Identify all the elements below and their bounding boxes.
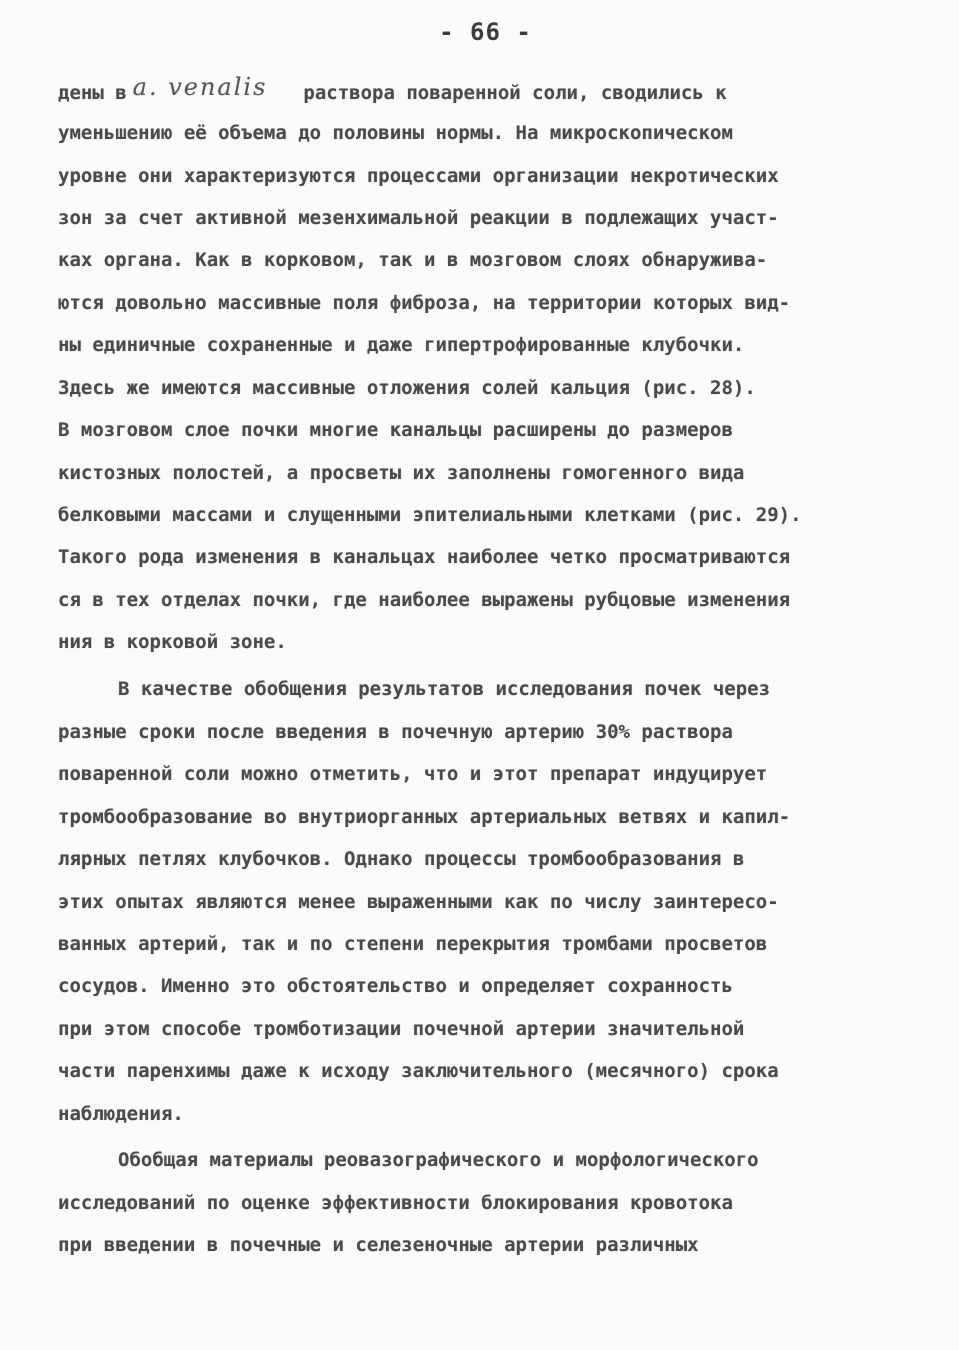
text-line: ны единичные сохраненные и даже гипертрофированные клубочки. <box>58 334 745 356</box>
text-line: тромбообразование во внутриорганных артериальных ветвях и капил- <box>58 806 791 828</box>
handwritten-insertion: a. venalis <box>132 74 268 101</box>
text-line: Здесь же имеются массивные отложения солей кальция (рис. 28). <box>58 377 756 399</box>
text-line: ния в корковой зоне. <box>58 631 287 653</box>
text-line: ках органа. Как в корковом, так и в мозговом слоях обнаружива- <box>58 249 768 271</box>
paragraph-3-first-line: Обобщая материалы реовазографического и морфологического <box>118 1149 759 1171</box>
text-line: Такого рода изменения в канальцах наиболее четко просматриваются <box>58 546 791 568</box>
text-line: В мозговом слое почки многие канальцы расширены до размеров <box>58 419 733 441</box>
first-line-prefix: дены в <box>58 82 127 104</box>
text-line: уровне они характеризуются процессами организации некротических <box>58 165 779 187</box>
text-line-1 <box>58 74 918 108</box>
text-line: кистозных полостей, а просветы их заполнены гомогенного вида <box>58 462 745 484</box>
text-line: лярных петлях клубочков. Однако процессы тромбообразования в <box>58 848 745 870</box>
text-line: сосудов. Именно это обстоятельство и определяет сохранность <box>58 975 733 997</box>
text-line: уменьшению её объема до половины нормы. На микроскопическом <box>58 122 733 144</box>
text-line: зон за счет активной мезенхимальной реакции в подлежащих участ- <box>58 207 779 229</box>
text-line: поваренной соли можно отметить, что и этот препарат индуцирует <box>58 763 768 785</box>
text-line: ся в тех отделах почки, где наиболее выражены рубцовые изменения <box>58 589 791 611</box>
text-line: ются довольно массивные поля фиброза, на территории которых вид- <box>58 292 791 314</box>
text-line: при этом способе тромботизации почечной артерии значительной <box>58 1018 745 1040</box>
paragraph-2-first-line: В качестве обобщения результатов исследования почек через <box>118 678 771 700</box>
text-line: ванных артерий, так и по степени перекрытия тромбами просветов <box>58 933 768 955</box>
text-line: части паренхимы даже к исходу заключительного (месячного) срока <box>58 1060 779 1082</box>
text-line: при введении в почечные и селезеночные артерии различных <box>58 1234 699 1256</box>
first-line-suffix: раствора поваренной соли, сводились к <box>303 82 727 104</box>
text-line: наблюдения. <box>58 1103 184 1125</box>
text-line: этих опытах являются менее выраженными как по числу заинтересо- <box>58 891 779 913</box>
text-line: белковыми массами и слущенными эпителиальными клетками (рис. 29). <box>58 504 802 526</box>
text-line: исследований по оценке эффективности блокирования кровотока <box>58 1192 733 1214</box>
page-number: - 66 - <box>439 18 532 46</box>
text-line: разные сроки после введения в почечную артерию 30% раствора <box>58 721 733 743</box>
